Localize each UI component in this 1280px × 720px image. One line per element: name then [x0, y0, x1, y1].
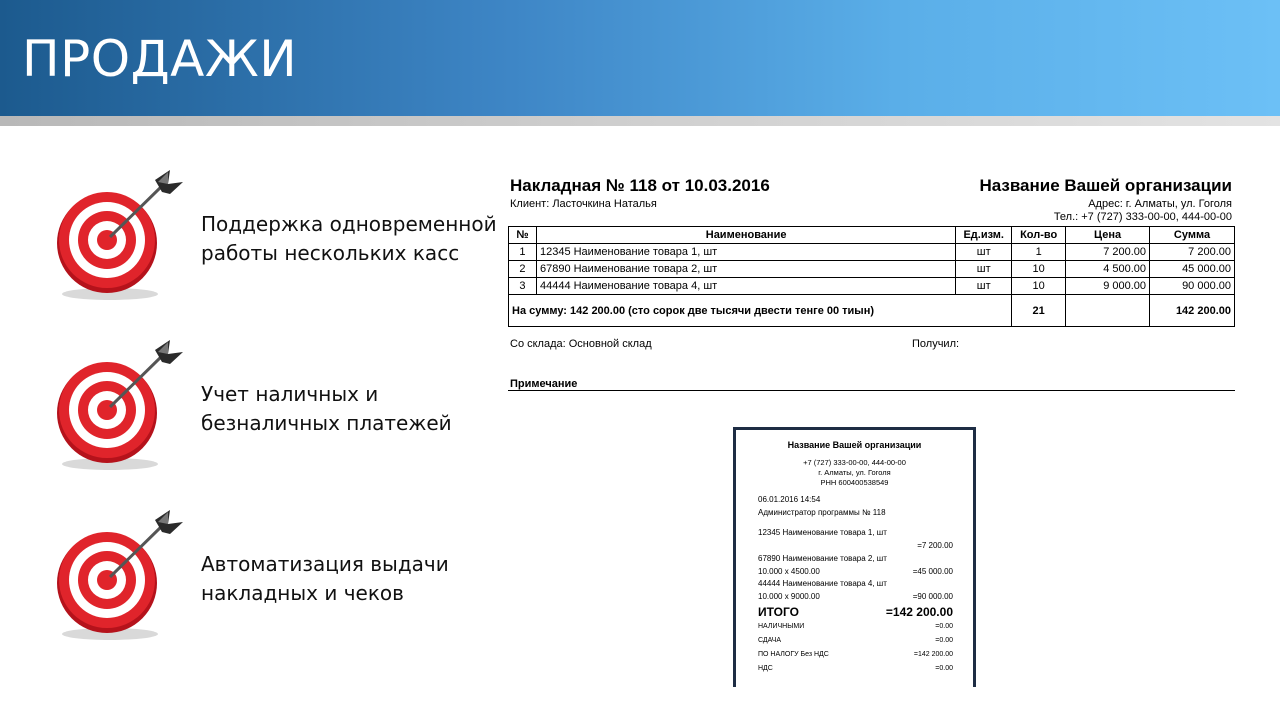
feature-item: [50, 166, 510, 306]
invoice-address: Адрес: г. Алматы, ул. Гоголя: [1088, 198, 1232, 210]
row-name: 12345 Наименование товара 1, шт: [536, 244, 955, 261]
receipt-item-calc: 10.000 x 4500.00: [758, 567, 820, 576]
receipt-address: г. Алматы, ул. Гоголя: [818, 468, 891, 477]
row-number: 2: [509, 261, 537, 278]
feature-line: безналичных платежей: [201, 411, 452, 435]
receipt-item-sum: =7 200.00: [917, 541, 953, 550]
header-stripe: [0, 116, 1280, 126]
target-icon: [50, 506, 190, 646]
feature-text: [201, 550, 449, 608]
receipt-rnn: РНН 600400538549: [820, 478, 889, 487]
table-header-row: [509, 227, 1235, 244]
total-text: На сумму: 142 200.00 (сто сорок две тысячи двести тенге 00 тиын): [509, 295, 1012, 327]
row-unit: шт: [956, 261, 1012, 278]
receipt-item: 12345 Наименование товара 1, шт: [758, 528, 887, 537]
row-sum: 45 000.00: [1150, 261, 1235, 278]
invoice-phone: Тел.: +7 (727) 333-00-00, 444-00-00: [1053, 211, 1232, 223]
receipt-total-value: =142 200.00: [885, 605, 953, 619]
invoice-title: Накладная № 118 от 10.03.2016: [510, 176, 770, 195]
receipt-cash-value: =0.00: [935, 623, 953, 630]
invoice-table: [508, 226, 1235, 327]
receipt-item: 67890 Наименование товара 2, шт: [758, 554, 887, 563]
table-total-row: [509, 295, 1235, 327]
invoice-received: Получил:: [912, 338, 960, 350]
receipt-item: 44444 Наименование товара 4, шт: [758, 579, 887, 588]
row-price: 7 200.00: [1066, 244, 1150, 261]
header-banner: [0, 0, 1280, 116]
invoice-organization: Название Вашей организации: [979, 176, 1232, 195]
row-price: 4 500.00: [1066, 261, 1150, 278]
row-unit: шт: [956, 244, 1012, 261]
invoice-note-divider: [508, 390, 1235, 391]
invoice-warehouse: Со склада: Основной склад: [510, 338, 652, 350]
receipt-datetime: 06.01.2016 14:54: [758, 495, 821, 504]
receipt-change-value: =0.00: [935, 637, 953, 644]
invoice-contacts: [1054, 198, 1232, 224]
feature-line: Поддержка одновременной: [201, 212, 497, 236]
invoice-note-label: Примечание: [510, 378, 578, 390]
row-qty: 10: [1012, 261, 1066, 278]
receipt-item-sum: =90 000.00: [912, 592, 953, 601]
receipt-item-calc: 10.000 x 9000.00: [758, 592, 820, 601]
total-sum: 142 200.00: [1150, 295, 1235, 327]
table-row: [509, 278, 1235, 295]
total-qty: 21: [1012, 295, 1066, 327]
receipt-tax-value: =142 200.00: [913, 651, 953, 658]
receipt-change-label: СДАЧА: [758, 637, 782, 644]
feature-item: [50, 506, 510, 646]
column-header: Цена: [1066, 227, 1150, 244]
receipt-phone: +7 (727) 333-00-00, 444-00-00: [803, 458, 906, 467]
receipt-organization: Название Вашей организации: [787, 440, 922, 450]
row-number: 1: [509, 244, 537, 261]
row-sum: 90 000.00: [1150, 278, 1235, 295]
feature-text: [201, 210, 497, 268]
total-empty-cell: [1066, 295, 1150, 327]
feature-line: Учет наличных и: [201, 382, 379, 406]
row-name: 44444 Наименование товара 4, шт: [536, 278, 955, 295]
feature-line: работы нескольких касс: [201, 241, 460, 265]
receipt-vat-label: НДС: [758, 665, 773, 672]
column-header: Сумма: [1150, 227, 1235, 244]
page-title: ПРОДАЖИ: [22, 30, 298, 88]
table-row: [509, 261, 1235, 278]
column-header: Ед.изм.: [956, 227, 1012, 244]
receipt-cash-label: НАЛИЧНЫМИ: [758, 623, 805, 630]
receipt-vat-value: =0.00: [935, 665, 953, 672]
receipt-item-sum: =45 000.00: [912, 567, 953, 576]
target-icon: [50, 336, 190, 476]
row-qty: 1: [1012, 244, 1066, 261]
receipt-document: [733, 427, 976, 687]
row-unit: шт: [956, 278, 1012, 295]
column-header: Наименование: [536, 227, 955, 244]
feature-text: [201, 380, 452, 438]
feature-line: накладных и чеков: [201, 581, 404, 605]
row-sum: 7 200.00: [1150, 244, 1235, 261]
feature-item: [50, 336, 510, 476]
receipt-operator: Администратор программы № 118: [758, 508, 886, 517]
row-qty: 10: [1012, 278, 1066, 295]
table-row: [509, 244, 1235, 261]
row-number: 3: [509, 278, 537, 295]
receipt-tax-label: ПО НАЛОГУ Без НДС: [758, 651, 829, 658]
invoice-client: Клиент: Ласточкина Наталья: [510, 198, 657, 210]
column-header: №: [509, 227, 537, 244]
target-icon: [50, 166, 190, 306]
feature-line: Автоматизация выдачи: [201, 552, 449, 576]
column-header: Кол-во: [1012, 227, 1066, 244]
row-name: 67890 Наименование товара 2, шт: [536, 261, 955, 278]
receipt-total-label: ИТОГО: [758, 605, 799, 619]
row-price: 9 000.00: [1066, 278, 1150, 295]
